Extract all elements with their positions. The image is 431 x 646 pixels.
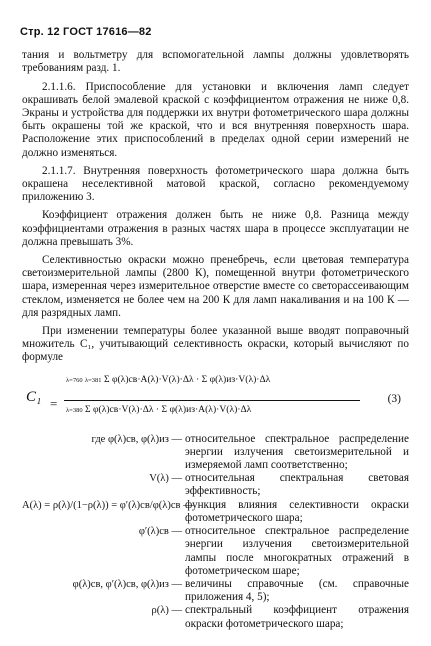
formula-numerator bbox=[66, 373, 270, 387]
formula-equals: = bbox=[50, 395, 58, 411]
definition-reference-values bbox=[22, 578, 409, 604]
page-header: Стр. 12 ГОСТ 17616—82 bbox=[20, 26, 152, 38]
definition-phi-sv-iz bbox=[22, 433, 409, 473]
definition-text: функция влияния селективности окраски фотометрического шара; bbox=[185, 498, 409, 524]
paragraph-correction: При изменении температуры более указанной выше вводят поправочный множитель C₁, учитывающий селективность окраски, который вычисляют по формуле bbox=[22, 325, 409, 364]
paragraph-selectivity: Селективностью окраски можно пренебречь, если цветовая температура светоизмерительной лампы (2800 К), помещенной внутри фотометрического шара, измеренная через измерительное отверстие вместе со светорассеивающим стеклом, изменяется не более чем на 200 К для ламп накаливания и на 100 К — для разрядных ламп. bbox=[22, 254, 409, 319]
definition-term: ρ(λ) — bbox=[151, 605, 182, 617]
definition-text: относительное спектральное распределение энергии излучения светоизмерительной и измеряемой ламп соответственно; bbox=[185, 432, 409, 472]
definition-text: величины справочные (см. справочные приложения 4, 5); bbox=[185, 577, 409, 604]
paragraph-2-1-1-7: 2.1.1.7. Внутренняя поверхность фотометрического шара должна быть окрашена неселективной матовой краской, согласно рекомендуемому приложению 3. bbox=[22, 164, 409, 204]
numerator-limit-bottom: λ=381 bbox=[84, 376, 102, 384]
paragraph-2-1-1-6: 2.1.1.6. Приспособление для установки и включения ламп следует окрашивать белой эмалевой краской с коэффициентом отражения не ниже 0,8. Экраны и устройства для поддержки их внутри фотометрического шара должны быть окрашены той же краской, что и вся внутренняя поверхность шара. Расположение этих приспособлений в пределах одной серии измерений не должно изменяться. bbox=[22, 80, 409, 159]
formula-denominator bbox=[66, 403, 251, 417]
definition-term: V(λ) — bbox=[149, 473, 182, 485]
definition-term: A(λ) = ρ(λ)/(1−ρ(λ)) = φ′(λ)св/φ(λ)св — bbox=[22, 499, 194, 511]
definition-phi-prime-sv bbox=[22, 525, 409, 578]
fraction-bar bbox=[64, 400, 360, 401]
denominator-limit-bottom: λ=380 bbox=[66, 406, 83, 414]
definition-text: относительное спектральное распределение энергии излучения светоизмерительной лампы после многократных отражений в фотометрическом шаре; bbox=[185, 525, 409, 577]
formula-3 bbox=[22, 371, 409, 429]
denominator-expression: Σ φ(λ)св·V(λ)·Δλ · Σ φ(λ)из·A(λ)·V(λ)·Δλ bbox=[84, 403, 252, 415]
definition-a-lambda bbox=[22, 499, 409, 525]
definition-v-lambda bbox=[22, 472, 409, 498]
definition-text: относительная спектральная световая эффективность; bbox=[185, 472, 409, 498]
definition-term: где φ(λ)св, φ(λ)из — bbox=[91, 433, 182, 445]
equation-number: (3) bbox=[387, 392, 401, 405]
definition-term: φ′(λ)св — bbox=[138, 526, 182, 538]
definition-rho-lambda bbox=[22, 604, 409, 630]
numerator-limit-top: λ=760 bbox=[66, 376, 83, 384]
definitions-list bbox=[22, 433, 409, 631]
formula-lhs: C₁ bbox=[26, 388, 42, 405]
numerator-expression: Σ φ(λ)св·A(λ)·V(λ)·Δλ · Σ φ(λ)из·V(λ)·Δλ bbox=[103, 373, 271, 385]
definition-term: φ(λ)св, φ′(λ)св, φ(λ)из — bbox=[72, 578, 182, 590]
paragraph-1: тания и вольтметру для вспомогательной лампы должны удовлетворять требованиям разд. 1. bbox=[22, 49, 409, 75]
definition-text: спектральный коэффициент отражения окраски фотометрического шара; bbox=[185, 604, 409, 630]
paragraph-reflection: Коэффициент отражения должен быть не ниже 0,8. Разница между коэффициентами отражения в разных частях шара в процессе эксплуатации не должна превышать 3%. bbox=[22, 209, 409, 248]
